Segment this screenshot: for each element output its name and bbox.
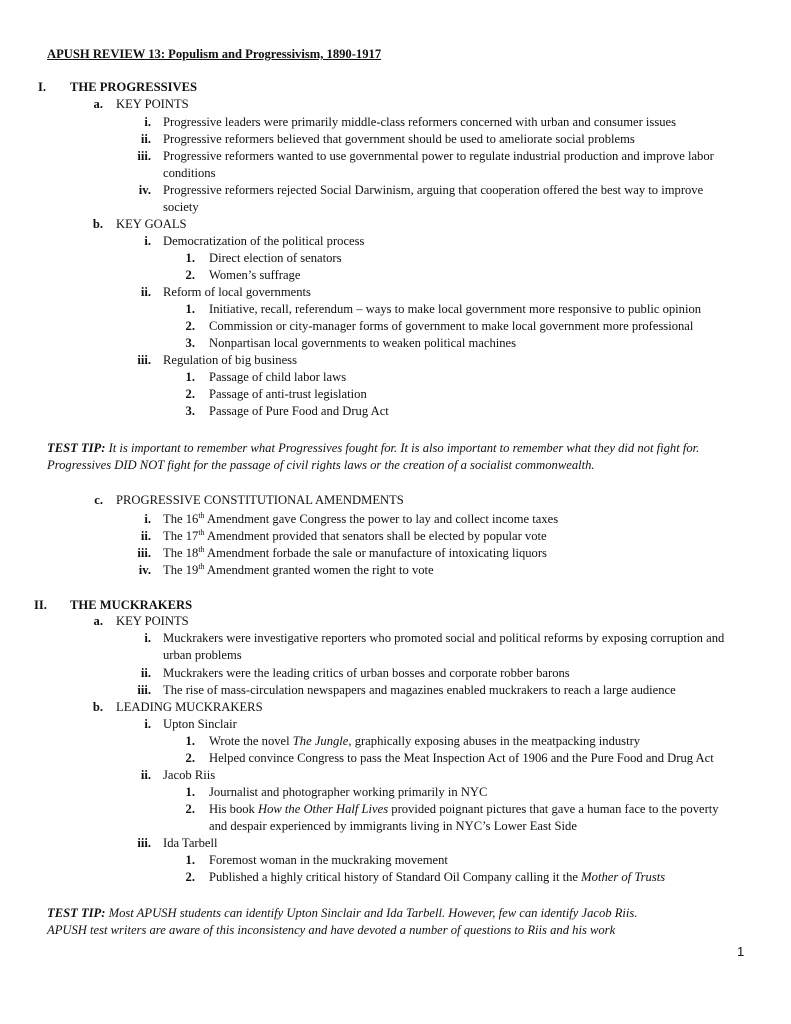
muckraker-name: Jacob Riis bbox=[163, 768, 216, 782]
item-numeral: ii. bbox=[140, 285, 151, 299]
list-item: Progressive reformers believed that government should be used to ameliorate social problems bbox=[163, 132, 635, 146]
subitem-number: 3. bbox=[185, 336, 195, 350]
subitem: Direct election of senators bbox=[209, 251, 342, 265]
subitem-text: His book bbox=[209, 802, 258, 816]
list-item: Reform of local governments bbox=[163, 285, 311, 299]
list-item: Democratization of the political process bbox=[163, 234, 365, 248]
list-item-continuation: society bbox=[163, 200, 199, 214]
book-title: The Jungle bbox=[292, 734, 349, 748]
document-title: APUSH REVIEW 13: Populism and Progressivism, 1890-1917 bbox=[47, 47, 382, 61]
section-numeral: II. bbox=[34, 598, 47, 612]
list-item: Regulation of big business bbox=[163, 353, 297, 367]
item-numeral: i. bbox=[144, 631, 151, 645]
item-numeral: ii. bbox=[140, 132, 151, 146]
subitem bbox=[209, 869, 665, 886]
list-item: Muckrakers were the leading critics of urban bosses and corporate robber barons bbox=[163, 666, 570, 680]
test-tip bbox=[47, 440, 699, 457]
test-tip-label: TEST TIP: bbox=[47, 906, 106, 920]
item-numeral: iii. bbox=[137, 353, 151, 367]
list-item: Muckrakers were investigative reporters who promoted social and political reforms by exposing corruption and bbox=[163, 631, 725, 645]
subitem-text: Wrote the novel bbox=[209, 734, 293, 748]
amendment-text: Amendment gave Congress the power to lay and collect income taxes bbox=[204, 512, 559, 526]
page-number: 1 bbox=[737, 944, 745, 959]
amendment-text: Amendment granted women the right to vote bbox=[204, 563, 434, 577]
test-tip-label: TEST TIP: bbox=[47, 441, 106, 455]
subitem-continuation: and despair experienced by immigrants living in NYC’s Lower East Side bbox=[209, 819, 577, 833]
subitem-number: 2. bbox=[185, 870, 195, 884]
subitem: Women’s suffrage bbox=[209, 268, 301, 282]
subsection-heading: KEY GOALS bbox=[116, 217, 187, 231]
subsection-letter: b. bbox=[92, 700, 103, 714]
subsection-heading: PROGRESSIVE CONSTITUTIONAL AMENDMENTS bbox=[116, 493, 404, 507]
item-numeral: iii. bbox=[137, 836, 151, 850]
subitem: Commission or city-manager forms of government to make local government more professional bbox=[209, 319, 694, 333]
amendment-number: The 17 bbox=[163, 529, 199, 543]
test-tip-text-line2: Progressives DID NOT fight for the passage of civil rights laws or the creation of a socialist commonwealth. bbox=[47, 458, 595, 472]
item-numeral: iii. bbox=[137, 149, 151, 163]
subsection-heading: LEADING MUCKRAKERS bbox=[116, 700, 263, 714]
amendment-item bbox=[163, 511, 558, 528]
subsection-letter: b. bbox=[92, 217, 103, 231]
subitem bbox=[209, 801, 719, 818]
test-tip-text-line2: APUSH test writers are aware of this inconsistency and have devoted a number of questions to Riis and his work bbox=[47, 923, 616, 937]
subitem: Foremost woman in the muckraking movement bbox=[209, 853, 448, 867]
subitem bbox=[209, 733, 640, 750]
section-heading: THE MUCKRAKERS bbox=[70, 598, 193, 612]
list-item: Progressive reformers wanted to use governmental power to regulate industrial production and improve labor bbox=[163, 149, 714, 163]
ordinal-suffix: th bbox=[198, 510, 205, 520]
subsection-letter: c. bbox=[94, 493, 103, 507]
item-numeral: i. bbox=[144, 512, 151, 526]
subitem-number: 2. bbox=[185, 751, 195, 765]
item-numeral: ii. bbox=[140, 768, 151, 782]
ordinal-suffix: th bbox=[198, 561, 205, 571]
item-numeral: i. bbox=[144, 717, 151, 731]
amendment-item bbox=[163, 545, 547, 562]
amendment-text: Amendment provided that senators shall be elected by popular vote bbox=[204, 529, 547, 543]
subitem-number: 1. bbox=[185, 251, 195, 265]
subitem: Passage of anti-trust legislation bbox=[209, 387, 367, 401]
section-heading: THE PROGRESSIVES bbox=[70, 80, 198, 94]
amendment-number: The 18 bbox=[163, 546, 199, 560]
subitem-number: 1. bbox=[185, 370, 195, 384]
item-numeral: iv. bbox=[138, 563, 151, 577]
item-numeral: iv. bbox=[138, 183, 151, 197]
subitem: Journalist and photographer working primarily in NYC bbox=[209, 785, 488, 799]
subitem-number: 3. bbox=[185, 404, 195, 418]
ordinal-suffix: th bbox=[198, 527, 205, 537]
list-item: Progressive leaders were primarily middle-class reformers concerned with urban and consumer issues bbox=[163, 115, 677, 129]
item-numeral: ii. bbox=[140, 666, 151, 680]
subsection-letter: a. bbox=[93, 97, 103, 111]
book-title: How the Other Half Lives bbox=[257, 802, 389, 816]
test-tip-text: Most APUSH students can identify Upton Sinclair and Ida Tarbell. However, few can identify Jacob Riis. bbox=[108, 906, 638, 920]
subitem-number: 2. bbox=[185, 387, 195, 401]
ordinal-suffix: th bbox=[198, 544, 205, 554]
amendment-text: Amendment forbade the sale or manufacture of intoxicating liquors bbox=[204, 546, 547, 560]
list-item: Progressive reformers rejected Social Darwinism, arguing that cooperation offered the best way to improve bbox=[163, 183, 704, 197]
subitem: Passage of Pure Food and Drug Act bbox=[209, 404, 389, 418]
subitem-number: 1. bbox=[185, 853, 195, 867]
list-item-continuation: conditions bbox=[163, 166, 216, 180]
subitem-text: provided poignant pictures that gave a human face to the poverty bbox=[388, 802, 719, 816]
subitem: Passage of child labor laws bbox=[209, 370, 347, 384]
item-numeral: i. bbox=[144, 115, 151, 129]
amendment-number: The 19 bbox=[163, 563, 199, 577]
test-tip-text: It is important to remember what Progressives fought for. It is also important to remember what they did not fight for. bbox=[108, 441, 700, 455]
section-numeral: I. bbox=[38, 80, 47, 94]
subsection-heading: KEY POINTS bbox=[116, 97, 189, 111]
subitem: Helped convince Congress to pass the Meat Inspection Act of 1906 and the Pure Food and Drug Act bbox=[209, 751, 714, 765]
item-numeral: i. bbox=[144, 234, 151, 248]
subitem-number: 1. bbox=[185, 734, 195, 748]
subitem-number: 2. bbox=[185, 268, 195, 282]
amendment-item bbox=[163, 562, 434, 579]
item-numeral: iii. bbox=[137, 683, 151, 697]
item-numeral: iii. bbox=[137, 546, 151, 560]
subitem: Initiative, recall, referendum – ways to make local government more responsive to public opinion bbox=[209, 302, 702, 316]
amendment-number: The 16 bbox=[163, 512, 199, 526]
subsection-letter: a. bbox=[93, 614, 103, 628]
subitem: Nonpartisan local governments to weaken political machines bbox=[209, 336, 517, 350]
subitem-number: 1. bbox=[185, 785, 195, 799]
subitem-number: 1. bbox=[185, 302, 195, 316]
item-numeral: ii. bbox=[140, 529, 151, 543]
amendment-item bbox=[163, 528, 547, 545]
subitem-text: Published a highly critical history of Standard Oil Company calling it the bbox=[209, 870, 582, 884]
muckraker-name: Ida Tarbell bbox=[163, 836, 218, 850]
list-item: The rise of mass-circulation newspapers and magazines enabled muckrakers to reach a large audience bbox=[163, 683, 676, 697]
book-title: Mother of Trusts bbox=[581, 870, 666, 884]
test-tip bbox=[47, 905, 637, 922]
subitem-number: 2. bbox=[185, 319, 195, 333]
subsection-heading: KEY POINTS bbox=[116, 614, 189, 628]
list-item-continuation: urban problems bbox=[163, 648, 242, 662]
subitem-number: 2. bbox=[185, 802, 195, 816]
subitem-text: , graphically exposing abuses in the meatpacking industry bbox=[348, 734, 641, 748]
muckraker-name: Upton Sinclair bbox=[163, 717, 237, 731]
